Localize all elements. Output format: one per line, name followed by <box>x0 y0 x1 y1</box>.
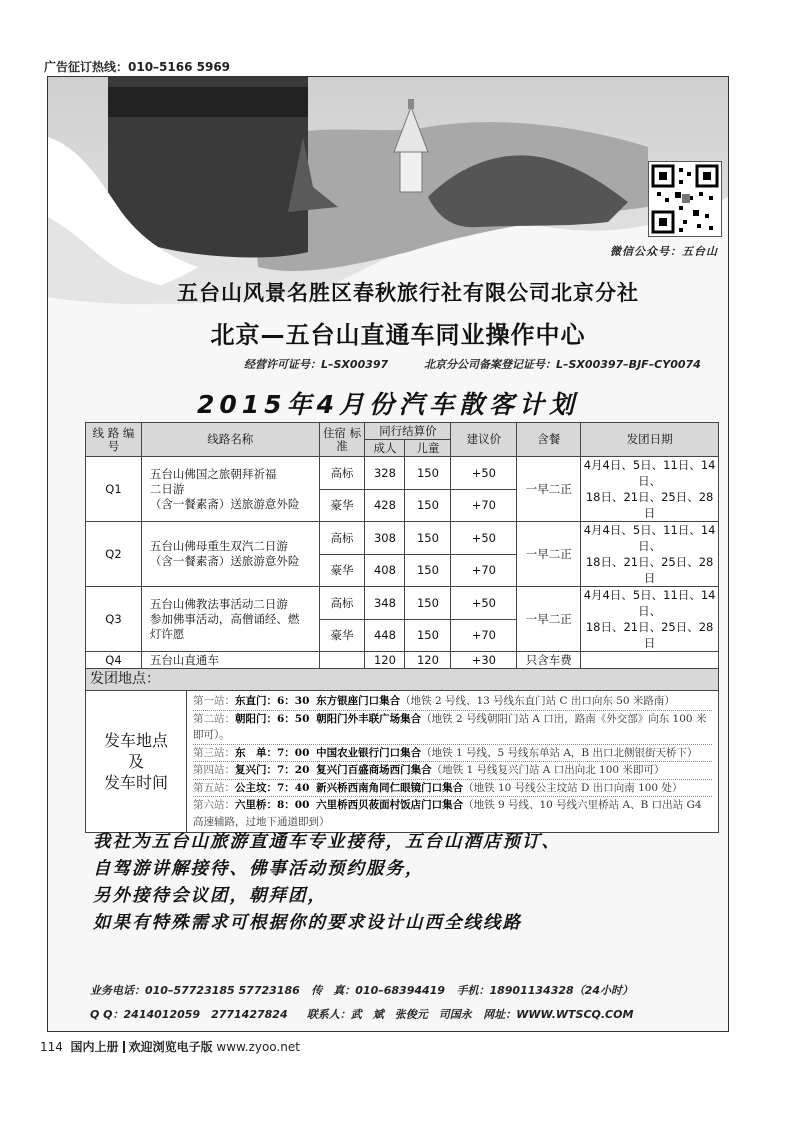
list-item: 第五站：公主坟：7：40 新兴桥西南角同仁眼镜门口集合（地铁 10 号线公主坟站 D 出口向南 100 处） <box>193 780 712 798</box>
header-suggested-price: 建议价 <box>451 423 517 457</box>
stay-standard: 高标 <box>319 587 365 620</box>
departure-dates: 4月4日、5日、11日、14日、 18日、21日、25日、28日 <box>581 587 719 652</box>
route-code: Q2 <box>86 522 142 587</box>
meals: 只含车费 <box>517 652 581 669</box>
departure-points-section <box>85 669 719 833</box>
suggested-price: +70 <box>451 489 517 522</box>
adult-price: 348 <box>365 587 405 620</box>
ad-hotline: 广告征订热线：010–5166 5969 <box>44 60 231 74</box>
departure-dates <box>581 652 719 669</box>
header-adult: 成人 <box>365 440 405 457</box>
route-name: 五台山直通车 <box>141 652 319 669</box>
route-name: 五台山佛母重生双汽二日游 （含一餐素斋）送旅游意外险 <box>141 522 319 587</box>
departure-points-header: 发团地点： <box>86 669 718 691</box>
branch-registration-number: 北京分公司备案登记证号：L–SX00397–BJF–CY0074 <box>424 358 701 371</box>
departure-dates: 4月4日、5日、11日、14日、 18日、21日、25日、28日 <box>581 522 719 587</box>
stay-standard: 豪华 <box>319 554 365 587</box>
route-name: 五台山佛国之旅朝拜祈福 二日游 （含一餐素斋）送旅游意外险 <box>141 457 319 522</box>
contact-persons: 联系人：武 斌 张俊元 司国永 <box>306 1008 472 1021</box>
divider <box>123 1041 125 1053</box>
child-price: 150 <box>405 457 451 490</box>
stay-standard: 高标 <box>319 522 365 555</box>
footer-slogan: 欢迎浏览电子版 <box>128 1040 213 1054</box>
adult-price: 120 <box>365 652 405 669</box>
adult-price: 428 <box>365 489 405 522</box>
adult-price: 328 <box>365 457 405 490</box>
contact-line-phones <box>90 982 633 998</box>
business-phone: 业务电话：010–57723185 57723186 <box>90 984 300 997</box>
service-promotion: 我社为五台山旅游直通车专业接待，五台山酒店预订、 自驾游讲解接待、佛事活动预约服务， 另外接待会议团，朝拜团， 如果有特殊需求可根据你的要求设计山西全线线路 <box>93 832 561 933</box>
child-price: 150 <box>405 489 451 522</box>
table-row <box>86 522 719 555</box>
table-row <box>86 457 719 490</box>
advert-frame <box>47 76 729 1032</box>
suggested-price: +50 <box>451 457 517 490</box>
list-item: 第一站：东直门：6：30 东方银座门口集合（地铁 2 号线、13 号线东直门站 C 出口向东 50 米路南） <box>193 693 712 711</box>
scenery-banner <box>48 77 728 377</box>
departure-stops-list <box>187 691 718 832</box>
wechat-account-label: 微信公众号：五台山 <box>610 245 718 258</box>
child-price: 150 <box>405 587 451 620</box>
child-price: 150 <box>405 554 451 587</box>
company-name: 五台山风景名胜区春秋旅行社有限公司北京分社 <box>177 281 639 305</box>
departure-dates: 4月4日、5日、11日、14日、 18日、21日、25日、28日 <box>581 457 719 522</box>
suggested-price: +50 <box>451 522 517 555</box>
route-code: Q3 <box>86 587 142 652</box>
route-name: 五台山佛教法事活动二日游 参加佛事活动，高僧诵经、燃 灯许愿 <box>141 587 319 652</box>
page-number: 114 <box>40 1040 63 1054</box>
meals: 一早二正 <box>517 457 581 522</box>
qq-numbers: Q Q：2414012059 2771427824 <box>90 1008 288 1021</box>
stay-standard: 豪华 <box>319 489 365 522</box>
suggested-price: +30 <box>451 652 517 669</box>
business-license-number: 经营许可证号：L–SX00397 <box>244 358 389 371</box>
list-item: 第三站：东 单：7：00 中国农业银行门口集合（地铁 1 号线、5 号线东单站 A，B 出口北侧银街天桥下） <box>193 745 712 763</box>
footer-site-link[interactable]: www.zyoo.net <box>216 1040 300 1054</box>
route-code: Q1 <box>86 457 142 522</box>
stay-standard: 豪华 <box>319 619 365 652</box>
website-link[interactable]: 网址：WWW.WTSCQ.COM <box>483 1008 634 1021</box>
section-name: 国内上册 <box>70 1040 119 1054</box>
list-item: 第二站：朝阳门：6：50 朝阳门外丰联广场集合（地铁 2 号线朝阳门站 A 口出，路南《外交部》向东 100 米即可）。 <box>193 711 712 745</box>
contact-line-qq <box>90 1006 633 1022</box>
suggested-price: +70 <box>451 554 517 587</box>
wechat-qr-code <box>648 161 722 237</box>
child-price: 150 <box>405 619 451 652</box>
page-footer <box>40 1038 300 1055</box>
table-row <box>86 587 719 620</box>
adult-price: 448 <box>365 619 405 652</box>
suggested-price: +50 <box>451 587 517 620</box>
child-price: 150 <box>405 522 451 555</box>
header-route-name: 线路名称 <box>141 423 319 457</box>
stay-standard: 高标 <box>319 457 365 490</box>
header-departure-dates: 发团日期 <box>581 423 719 457</box>
header-route-code: 线 路 编 号 <box>86 423 142 457</box>
table-row <box>86 652 719 669</box>
departure-label: 发车地点 及 发车时间 <box>86 691 187 832</box>
suggested-price: +70 <box>451 619 517 652</box>
fax-number: 传 真：010–68394419 <box>311 984 445 997</box>
list-item: 第四站：复兴门：7：20 复兴门百盛商场西门集合（地铁 1 号线复兴门站 A 口出向北 100 米即可） <box>193 762 712 780</box>
meals: 一早二正 <box>517 587 581 652</box>
route-plan-section <box>85 422 719 833</box>
list-item: 第六站：六里桥：8：00 六里桥西贝莜面村饭店门口集合（地铁 9 号线、10 号线六里桥站 A、B 口出站 G4 高速辅路，过地下通道即到） <box>193 799 702 828</box>
adult-price: 408 <box>365 554 405 587</box>
header-settlement-price: 同行结算价 <box>365 423 451 440</box>
company-subtitle: 北京—五台山直通车同业操作中心 <box>210 321 586 349</box>
header-stay-standard: 住宿 标准 <box>319 423 365 457</box>
meals: 一早二正 <box>517 522 581 587</box>
qr-code-icon <box>649 162 721 236</box>
header-meals: 含餐 <box>517 423 581 457</box>
stay-standard <box>319 652 365 669</box>
route-code: Q4 <box>86 652 142 669</box>
adult-price: 308 <box>365 522 405 555</box>
route-price-table <box>85 422 719 669</box>
mobile-number: 手机：18901134328（24小时） <box>456 984 633 997</box>
plan-title: 2015年4月份汽车散客计划 <box>197 390 579 419</box>
child-price: 120 <box>405 652 451 669</box>
header-child: 儿童 <box>405 440 451 457</box>
